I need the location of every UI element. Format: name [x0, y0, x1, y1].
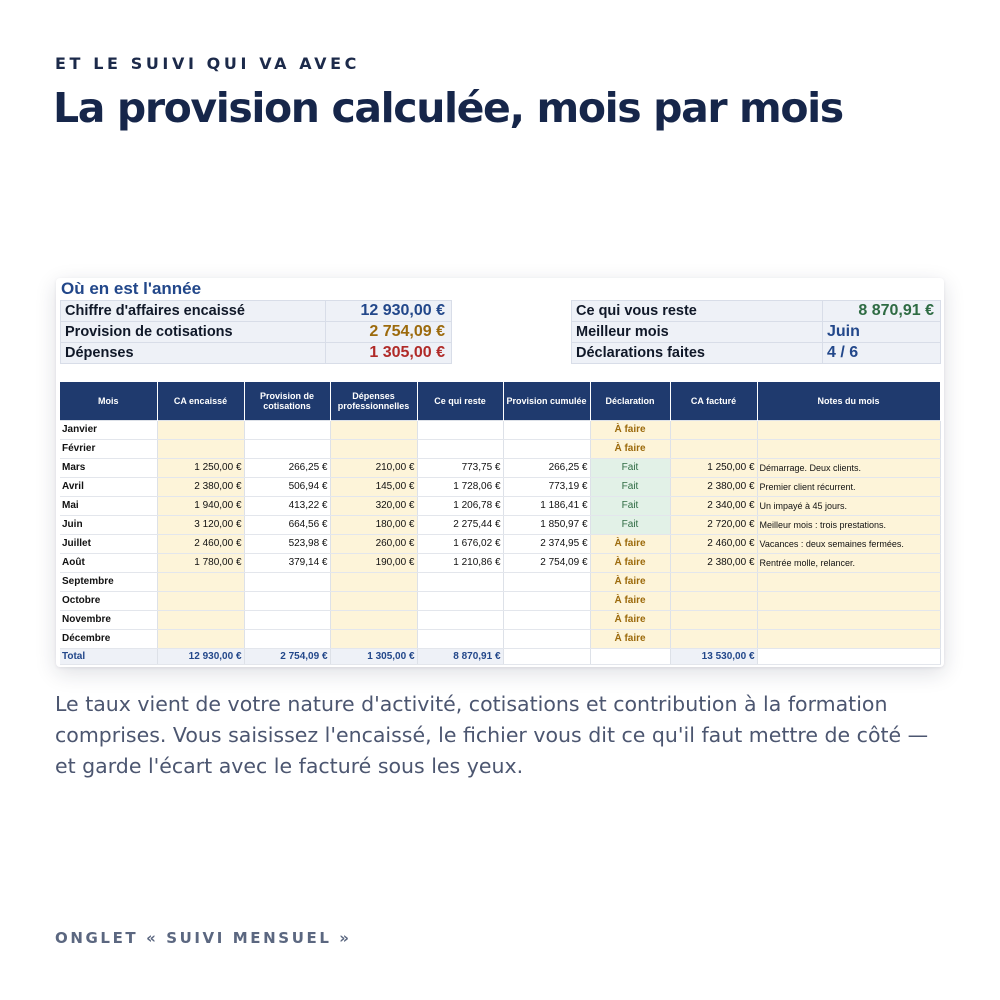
- prov-cell[interactable]: [244, 629, 330, 648]
- reste-cell[interactable]: 773,75 €: [417, 458, 503, 477]
- reste-cell[interactable]: 1 676,02 €: [417, 534, 503, 553]
- facture-cell[interactable]: 2 460,00 €: [670, 534, 757, 553]
- facture-cell[interactable]: [670, 591, 757, 610]
- table-row: [60, 629, 940, 648]
- reste-cell[interactable]: 1 210,86 €: [417, 553, 503, 572]
- prov-cell[interactable]: 413,22 €: [244, 496, 330, 515]
- summary-value[interactable]: 12 930,00 €: [326, 301, 452, 322]
- summary-row: [572, 301, 941, 322]
- cumul-cell[interactable]: [503, 439, 590, 458]
- prov-cell[interactable]: 523,98 €: [244, 534, 330, 553]
- declaration-cell[interactable]: Fait: [590, 515, 670, 534]
- dep-cell[interactable]: [330, 629, 417, 648]
- declaration-cell[interactable]: Fait: [590, 477, 670, 496]
- facture-cell[interactable]: [670, 439, 757, 458]
- cumul-cell[interactable]: 2 754,09 €: [503, 553, 590, 572]
- ca-cell[interactable]: 2 380,00 €: [157, 477, 244, 496]
- facture-cell[interactable]: 2 380,00 €: [670, 477, 757, 496]
- month-cell[interactable]: Janvier: [60, 420, 157, 439]
- table-row: [60, 610, 940, 629]
- dep-cell[interactable]: 260,00 €: [330, 534, 417, 553]
- dep-cell[interactable]: 190,00 €: [330, 553, 417, 572]
- note-cell[interactable]: Premier client récurrent.: [757, 477, 940, 496]
- total-dep: 1 305,00 €: [330, 648, 417, 664]
- prov-cell[interactable]: [244, 572, 330, 591]
- cumul-cell[interactable]: [503, 610, 590, 629]
- dep-cell[interactable]: 145,00 €: [330, 477, 417, 496]
- note-cell[interactable]: [757, 591, 940, 610]
- prov-cell[interactable]: 266,25 €: [244, 458, 330, 477]
- note-cell[interactable]: Un impayé à 45 jours.: [757, 496, 940, 515]
- summary-label: Chiffre d'affaires encaissé: [61, 301, 326, 322]
- table-row: [60, 477, 940, 496]
- reste-cell[interactable]: [417, 591, 503, 610]
- summary-label: Meilleur mois: [572, 322, 823, 343]
- month-cell[interactable]: Mai: [60, 496, 157, 515]
- total-facture: 13 530,00 €: [670, 648, 757, 664]
- summary-label: Ce qui vous reste: [572, 301, 823, 322]
- column-header[interactable]: Déclaration: [590, 382, 670, 420]
- prov-cell[interactable]: [244, 591, 330, 610]
- declaration-cell[interactable]: À faire: [590, 439, 670, 458]
- facture-cell[interactable]: [670, 610, 757, 629]
- column-header[interactable]: Provision cumulée: [503, 382, 590, 420]
- ca-cell[interactable]: [157, 591, 244, 610]
- summary-label: Dépenses: [61, 343, 326, 364]
- ca-cell[interactable]: [157, 439, 244, 458]
- summary-value[interactable]: 4 / 6: [823, 343, 941, 364]
- dep-cell[interactable]: 180,00 €: [330, 515, 417, 534]
- summary-title: Où en est l'année: [61, 279, 202, 298]
- description-paragraph: Le taux vient de votre nature d'activité, cotisations et contribution à la formation comprises. Vous saisissez l'encaissé, le fichier vous dit ce qu'il faut mettre de côté — et garde l'écart avec le facturé sous les yeux.: [55, 692, 929, 778]
- facture-cell[interactable]: 2 380,00 €: [670, 553, 757, 572]
- ca-cell[interactable]: 1 940,00 €: [157, 496, 244, 515]
- month-cell[interactable]: Mars: [60, 458, 157, 477]
- reste-cell[interactable]: 2 275,44 €: [417, 515, 503, 534]
- reste-cell[interactable]: [417, 572, 503, 591]
- summary-right: [571, 300, 941, 364]
- ca-cell[interactable]: [157, 420, 244, 439]
- column-header[interactable]: Ce qui reste: [417, 382, 503, 420]
- table-row: [60, 496, 940, 515]
- summary-value[interactable]: 2 754,09 €: [326, 322, 452, 343]
- reste-cell[interactable]: [417, 610, 503, 629]
- summary-row: [572, 343, 941, 364]
- cumul-cell[interactable]: [503, 572, 590, 591]
- cumul-cell[interactable]: 2 374,95 €: [503, 534, 590, 553]
- declaration-cell[interactable]: À faire: [590, 420, 670, 439]
- total-empty: [757, 648, 940, 664]
- table-row: [60, 458, 940, 477]
- declaration-cell[interactable]: À faire: [590, 610, 670, 629]
- dep-cell[interactable]: 320,00 €: [330, 496, 417, 515]
- declaration-cell[interactable]: À faire: [590, 629, 670, 648]
- summary-value[interactable]: 8 870,91 €: [823, 301, 941, 322]
- dep-cell[interactable]: [330, 591, 417, 610]
- table-row: [60, 572, 940, 591]
- total-label: Total: [60, 648, 157, 664]
- note-cell[interactable]: Rentrée molle, relancer.: [757, 553, 940, 572]
- month-cell[interactable]: Juin: [60, 515, 157, 534]
- facture-cell[interactable]: [670, 629, 757, 648]
- cumul-cell[interactable]: 773,19 €: [503, 477, 590, 496]
- total-row: [60, 648, 940, 664]
- dep-cell[interactable]: [330, 439, 417, 458]
- prov-cell[interactable]: [244, 610, 330, 629]
- summary-value[interactable]: 1 305,00 €: [326, 343, 452, 364]
- prov-cell[interactable]: 506,94 €: [244, 477, 330, 496]
- month-cell[interactable]: Août: [60, 553, 157, 572]
- summary-row: [61, 322, 452, 343]
- month-cell[interactable]: Février: [60, 439, 157, 458]
- month-cell[interactable]: Juillet: [60, 534, 157, 553]
- facture-cell[interactable]: 1 250,00 €: [670, 458, 757, 477]
- note-cell[interactable]: Meilleur mois : trois prestations.: [757, 515, 940, 534]
- cumul-cell[interactable]: [503, 629, 590, 648]
- column-header[interactable]: CA facturé: [670, 382, 757, 420]
- column-header[interactable]: Notes du mois: [757, 382, 940, 420]
- prov-cell[interactable]: [244, 420, 330, 439]
- dep-cell[interactable]: 210,00 €: [330, 458, 417, 477]
- total-ca: 12 930,00 €: [157, 648, 244, 664]
- dep-cell[interactable]: [330, 610, 417, 629]
- ca-cell[interactable]: 2 460,00 €: [157, 534, 244, 553]
- reste-cell[interactable]: [417, 439, 503, 458]
- reste-cell[interactable]: 1 728,06 €: [417, 477, 503, 496]
- table-row: [60, 553, 940, 572]
- footer-tag: ONGLET « SUIVI MENSUEL »: [55, 929, 352, 947]
- note-cell[interactable]: [757, 610, 940, 629]
- note-cell[interactable]: Vacances : deux semaines fermées.: [757, 534, 940, 553]
- dep-cell[interactable]: [330, 420, 417, 439]
- declaration-cell[interactable]: Fait: [590, 458, 670, 477]
- spreadsheet-screenshot: [56, 278, 944, 667]
- month-cell[interactable]: Novembre: [60, 610, 157, 629]
- cumul-cell[interactable]: [503, 591, 590, 610]
- summary-row: [61, 343, 452, 364]
- table-row: [60, 420, 940, 439]
- note-cell[interactable]: [757, 439, 940, 458]
- note-cell[interactable]: [757, 572, 940, 591]
- note-cell[interactable]: [757, 420, 940, 439]
- cumul-cell[interactable]: [503, 420, 590, 439]
- declaration-cell[interactable]: Fait: [590, 496, 670, 515]
- prov-cell[interactable]: [244, 439, 330, 458]
- facture-cell[interactable]: [670, 572, 757, 591]
- cumul-cell[interactable]: 266,25 €: [503, 458, 590, 477]
- facture-cell[interactable]: 2 720,00 €: [670, 515, 757, 534]
- facture-cell[interactable]: 2 340,00 €: [670, 496, 757, 515]
- ca-cell[interactable]: [157, 572, 244, 591]
- ca-cell[interactable]: [157, 629, 244, 648]
- total-reste: 8 870,91 €: [417, 648, 503, 664]
- page-title: La provision calculée, mois par mois: [53, 84, 843, 132]
- month-cell[interactable]: Décembre: [60, 629, 157, 648]
- summary-label: Déclarations faites: [572, 343, 823, 364]
- total-empty: [503, 648, 590, 664]
- table-row: [60, 515, 940, 534]
- table-row: [60, 534, 940, 553]
- cumul-cell[interactable]: 1 186,41 €: [503, 496, 590, 515]
- month-cell[interactable]: Avril: [60, 477, 157, 496]
- declaration-cell[interactable]: À faire: [590, 553, 670, 572]
- reste-cell[interactable]: 1 206,78 €: [417, 496, 503, 515]
- declaration-cell[interactable]: À faire: [590, 534, 670, 553]
- monthly-table: [60, 382, 941, 665]
- ca-cell[interactable]: 3 120,00 €: [157, 515, 244, 534]
- facture-cell[interactable]: [670, 420, 757, 439]
- prov-cell[interactable]: 664,56 €: [244, 515, 330, 534]
- month-cell[interactable]: Septembre: [60, 572, 157, 591]
- summary-left: [60, 300, 452, 364]
- reste-cell[interactable]: [417, 629, 503, 648]
- reste-cell[interactable]: [417, 420, 503, 439]
- column-header[interactable]: CA encaissé: [157, 382, 244, 420]
- declaration-cell[interactable]: À faire: [590, 591, 670, 610]
- total-prov: 2 754,09 €: [244, 648, 330, 664]
- cumul-cell[interactable]: 1 850,97 €: [503, 515, 590, 534]
- ca-cell[interactable]: 1 250,00 €: [157, 458, 244, 477]
- declaration-cell[interactable]: À faire: [590, 572, 670, 591]
- summary-label: Provision de cotisations: [61, 322, 326, 343]
- table-row: [60, 439, 940, 458]
- month-cell[interactable]: Octobre: [60, 591, 157, 610]
- summary-row: [572, 322, 941, 343]
- dep-cell[interactable]: [330, 572, 417, 591]
- column-header[interactable]: Mois: [60, 382, 157, 420]
- column-header[interactable]: Provision de cotisations: [244, 382, 330, 420]
- summary-row: [61, 301, 452, 322]
- column-header[interactable]: Dépenses professionnelles: [330, 382, 417, 420]
- summary-value[interactable]: Juin: [823, 322, 941, 343]
- total-empty: [590, 648, 670, 664]
- eyebrow-label: ET LE SUIVI QUI VA AVEC: [55, 54, 361, 73]
- ca-cell[interactable]: [157, 610, 244, 629]
- note-cell[interactable]: [757, 629, 940, 648]
- prov-cell[interactable]: 379,14 €: [244, 553, 330, 572]
- note-cell[interactable]: Démarrage. Deux clients.: [757, 458, 940, 477]
- table-row: [60, 591, 940, 610]
- ca-cell[interactable]: 1 780,00 €: [157, 553, 244, 572]
